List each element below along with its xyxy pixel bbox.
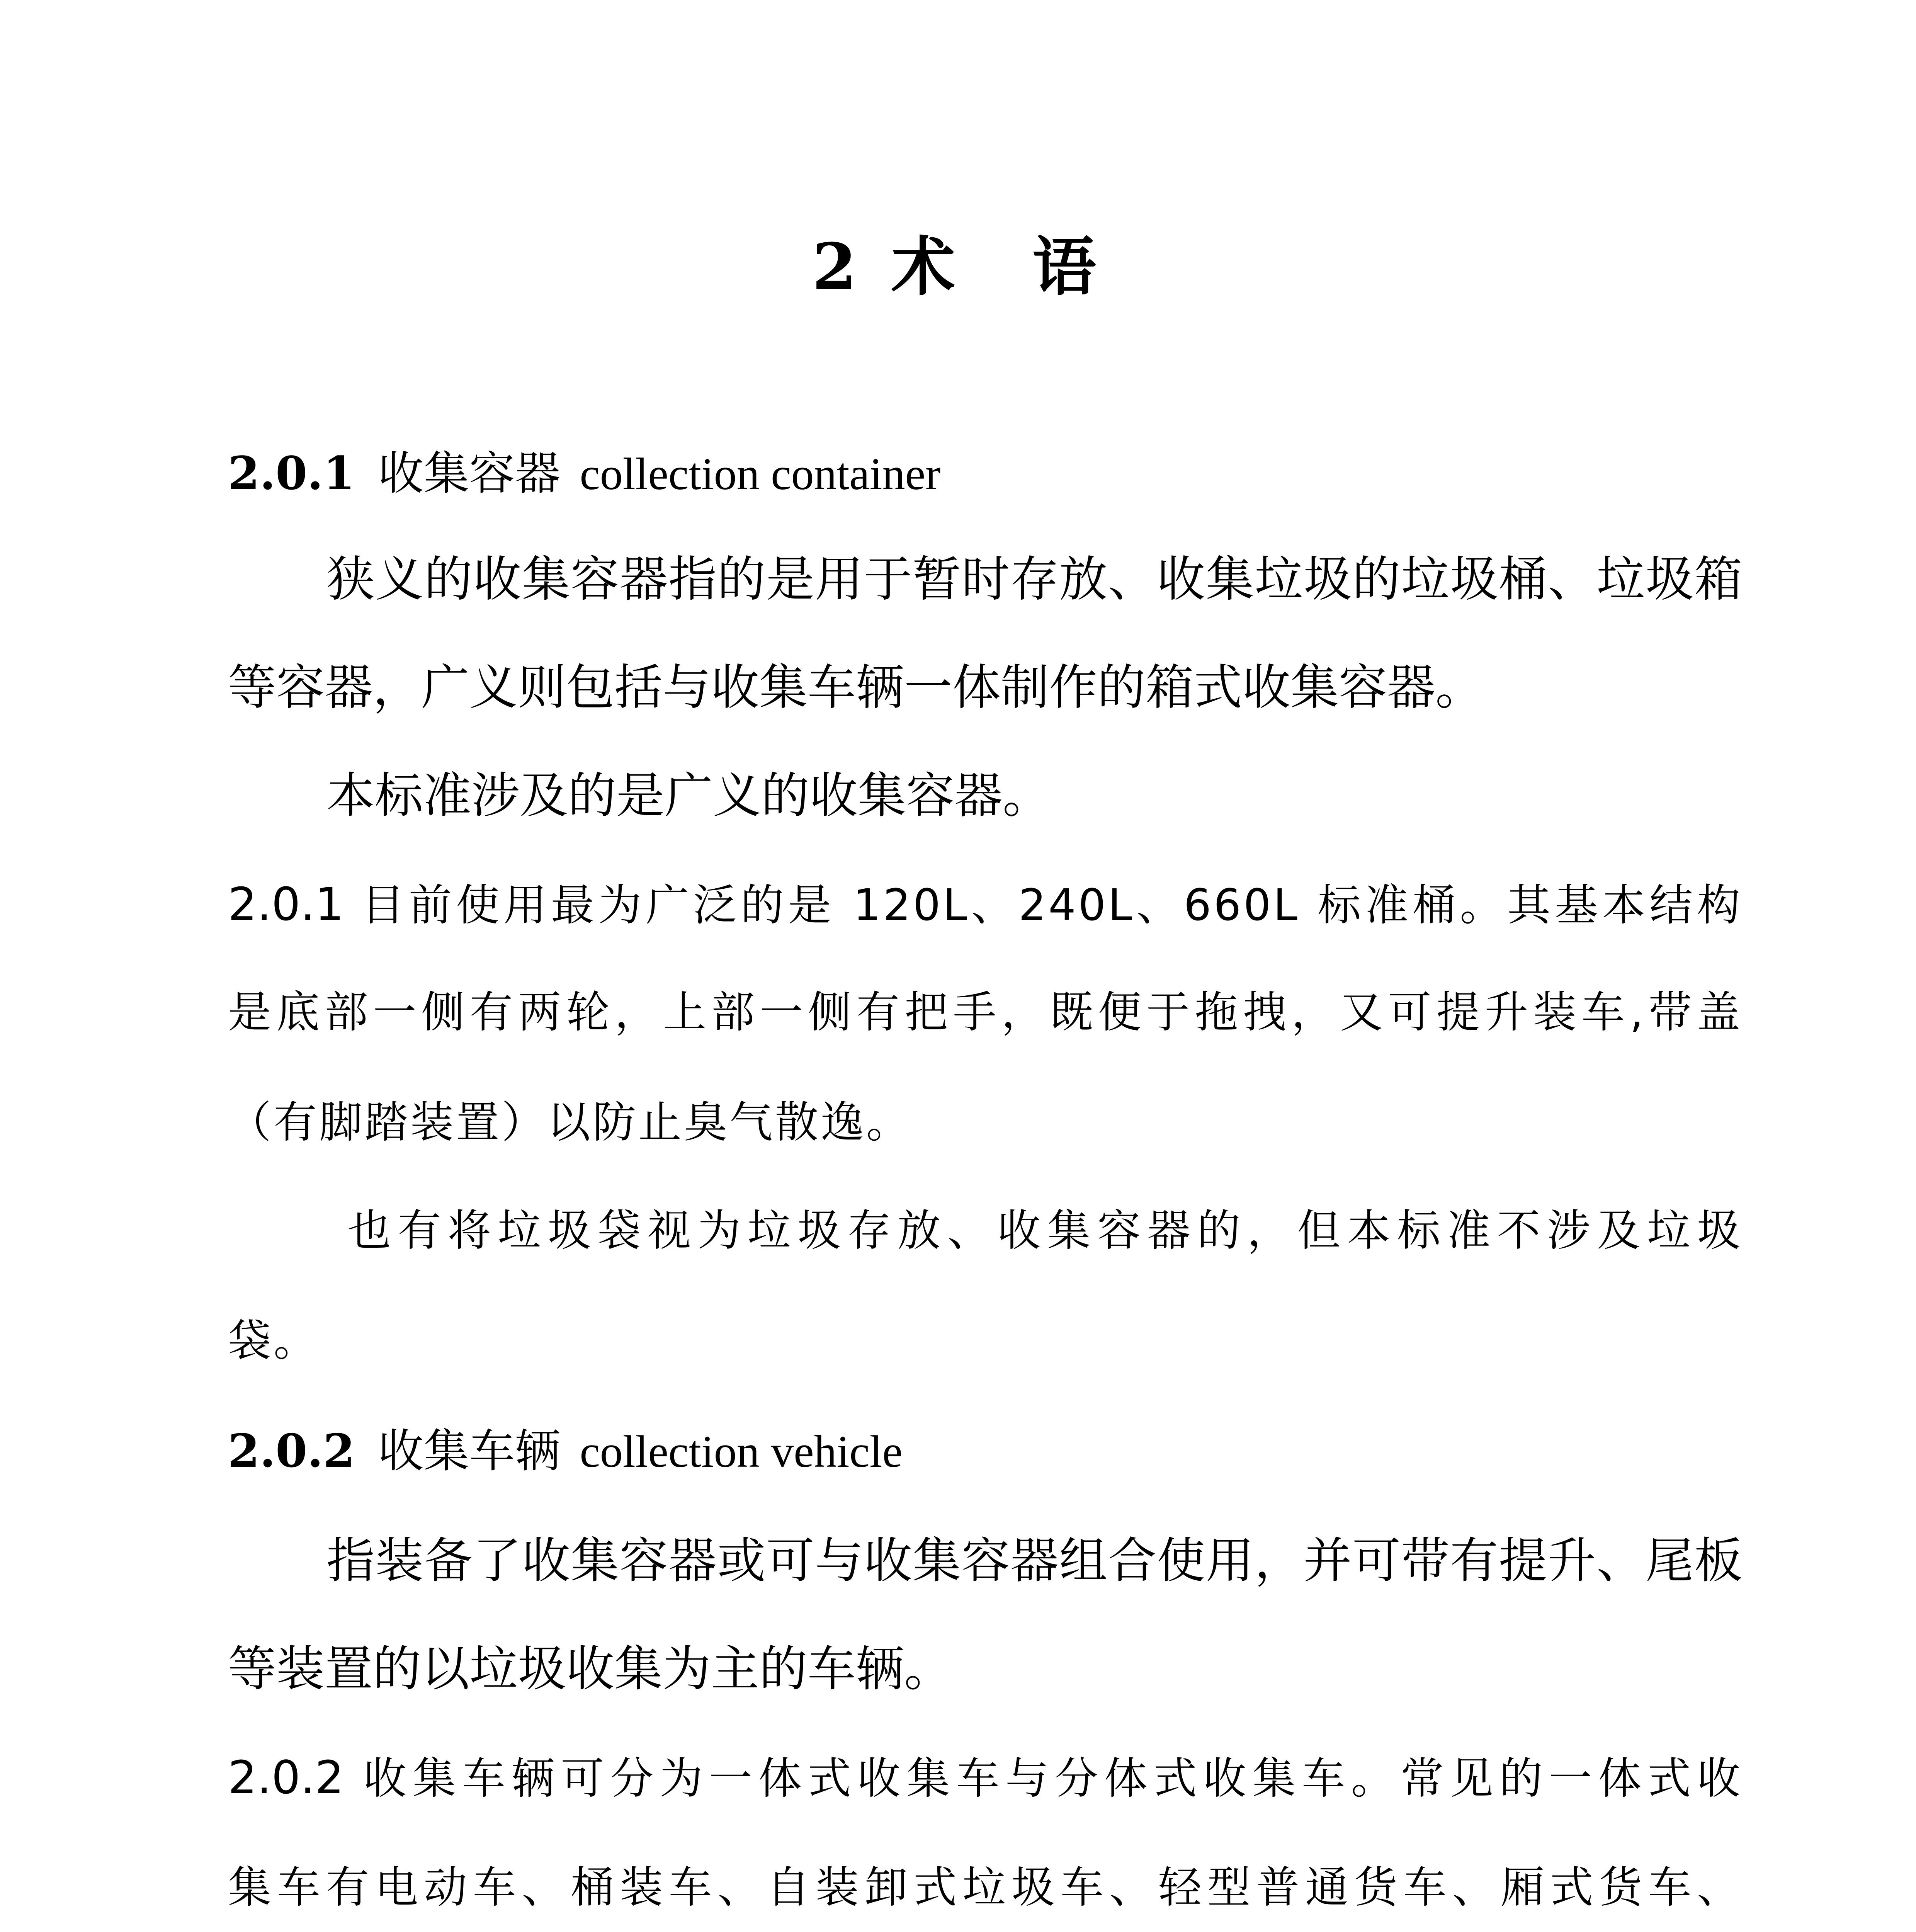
note-line [228, 1748, 1743, 1808]
note-line: 也有将垃圾袋视为垃圾存放、收集容器的，但本标准不涉及垃圾 [348, 1206, 1743, 1256]
definition-line: 指装备了收集容器或可与收集容器组合使用，并可带有提升、尾板 [326, 1533, 1743, 1589]
definition-line: 等装置的以垃圾收集为主的车辆。 [228, 1641, 952, 1697]
term-number: 2.0.2 [228, 1424, 355, 1478]
term-number: 2.0.1 [228, 446, 355, 500]
note-number: 2.0.2 [228, 1751, 344, 1804]
note-text: 收集车辆可分为一体式收集车与分体式收集车。常见的一体式收 [359, 1753, 1743, 1804]
term-english: collection container [580, 449, 941, 499]
term-heading-201 [228, 444, 1743, 503]
term-chinese: 收集车辆 [378, 1424, 561, 1478]
term-chinese: 收集容器 [378, 447, 561, 500]
chapter-number: 2 [812, 229, 864, 304]
note-line [228, 875, 1743, 934]
note-line: 集车有电动车、桶装车、自装卸式垃圾车、轻型普通货车、厢式货车、 [228, 1862, 1743, 1913]
note-text: 目前使用最为广泛的是 120L、240L、660L 标准桶。其基本结构 [359, 880, 1743, 930]
note-line: 是底部一侧有两轮，上部一侧有把手，既便于拖拽，又可提升装车,带盖 [228, 987, 1743, 1037]
note-line: （有脚踏装置）以防止臭气散逸。 [228, 1097, 912, 1148]
term-english: collection vehicle [580, 1426, 903, 1477]
definition-line: 本标准涉及的是广义的收集容器。 [326, 768, 1051, 824]
note-line: 袋。 [228, 1316, 319, 1366]
term-heading-202 [228, 1422, 1743, 1481]
chapter-title-char-2: 语 [1032, 229, 1104, 304]
definition-line: 等容器，广义则包括与收集车辆一体制作的箱式收集容器。 [228, 660, 1484, 716]
note-number: 2.0.1 [228, 878, 344, 931]
chapter-title [0, 228, 1916, 305]
definition-line: 狭义的收集容器指的是用于暂时存放、收集垃圾的垃圾桶、垃圾箱 [326, 551, 1743, 607]
chapter-title-char-1: 术 [891, 229, 963, 304]
